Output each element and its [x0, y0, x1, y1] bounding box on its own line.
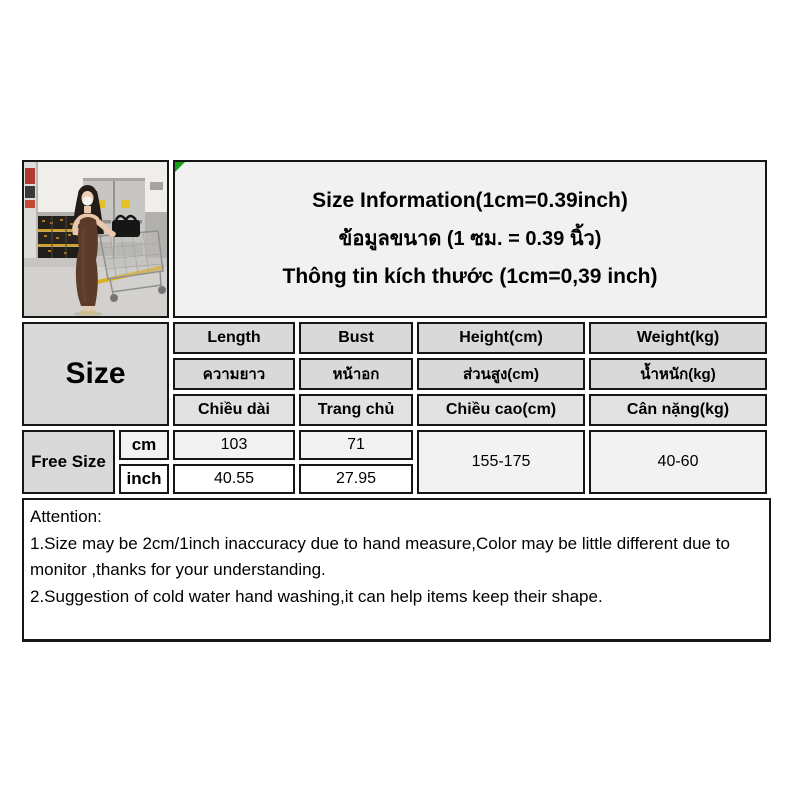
row-label-free-size: Free Size — [22, 430, 115, 494]
attention-note-2: 2.Suggestion of cold water hand washing,it can help items keep their shape. — [30, 586, 603, 606]
title-english: Size Information(1cm=0.39inch) — [312, 189, 628, 212]
size-info-title-cell — [173, 160, 767, 318]
value-weight-range: 40-60 — [589, 430, 767, 494]
title-thai: ข้อมูลขนาด (1 ซม. = 0.39 นิ้ว) — [338, 228, 602, 250]
header-weight-en: Weight(kg) — [589, 322, 767, 354]
header-length-en: Length — [173, 322, 295, 354]
header-height-th: ส่วนสูง(cm) — [417, 358, 585, 390]
header-height-vi: Chiều cao(cm) — [417, 394, 585, 426]
size-chart-sheet — [18, 156, 775, 642]
attention-note-1: 1.Size may be 2cm/1inch inaccuracy due to hand measure,Color may be little different due to monitor ,thanks for your understanding. — [30, 533, 730, 579]
photo-handbag — [112, 216, 140, 237]
header-weight-th: น้ำหนัก(kg) — [589, 358, 767, 390]
title-vietnamese: Thông tin kích thước (1cm=0,39 inch) — [282, 265, 658, 288]
header-length-vi: Chiều dài — [173, 394, 295, 426]
product-photo-image — [24, 162, 167, 316]
header-bust-vi: Trang chủ — [299, 394, 413, 426]
attention-box — [22, 498, 771, 642]
corner-size-label: Size — [22, 322, 169, 426]
unit-inch: inch — [119, 464, 169, 494]
value-length-cm: 103 — [173, 430, 295, 460]
header-weight-vi: Cân nặng(kg) — [589, 394, 767, 426]
size-table — [18, 156, 771, 498]
header-bust-en: Bust — [299, 322, 413, 354]
value-height-range: 155-175 — [417, 430, 585, 494]
attention-heading: Attention: — [30, 507, 102, 526]
value-length-inch: 40.55 — [173, 464, 295, 494]
header-length-th: ความยาว — [173, 358, 295, 390]
unit-cm: cm — [119, 430, 169, 460]
value-bust-inch: 27.95 — [299, 464, 413, 494]
value-bust-cm: 71 — [299, 430, 413, 460]
header-height-en: Height(cm) — [417, 322, 585, 354]
product-photo — [22, 160, 169, 318]
header-bust-th: หน้าอก — [299, 358, 413, 390]
cell-corner-marker-icon — [175, 162, 185, 172]
